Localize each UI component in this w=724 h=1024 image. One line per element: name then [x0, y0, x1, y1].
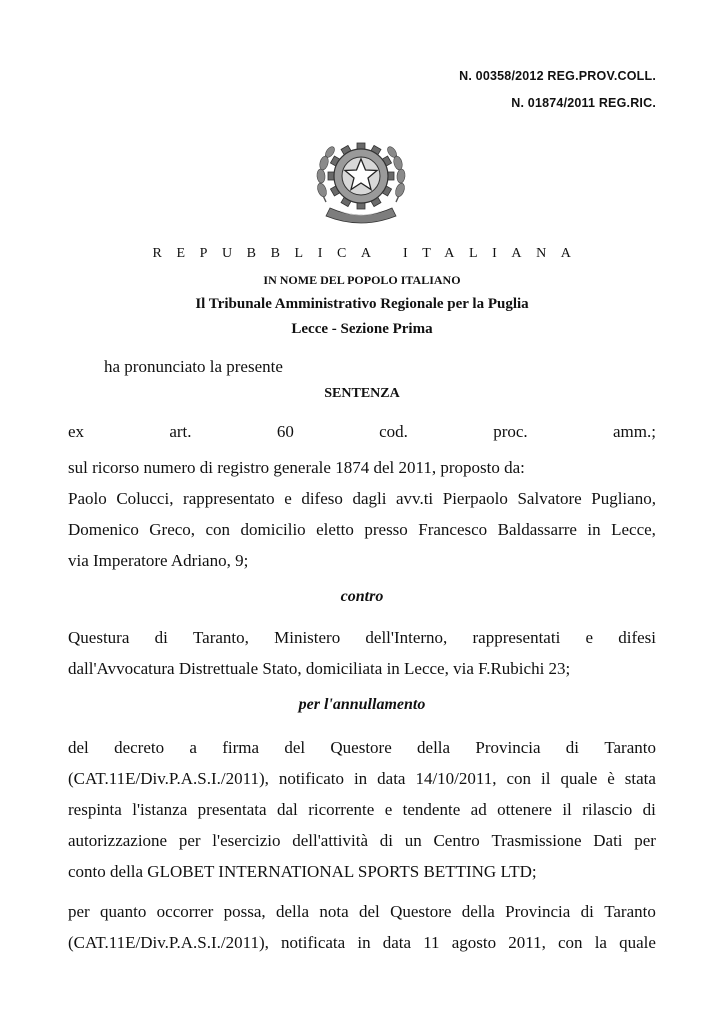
reg-prov-coll-number: N. 00358/2012 REG.PROV.COLL. [459, 69, 656, 83]
text-line: Questura di Taranto, Ministero dell'Interno, rappresentati e difesi [68, 628, 656, 647]
text-line: per quanto occorrer possa, della nota del Questore della Provincia di Taranto [68, 902, 656, 921]
text-line: via Imperatore Adriano, 9; [68, 551, 249, 570]
text-line: respinta l'istanza presentata dal ricorrente e tendente ad ottenere il rilascio di [68, 800, 656, 819]
pronunciato-text: ha pronunciato la presente [104, 357, 283, 376]
nome-popolo-heading: IN NOME DEL POPOLO ITALIANO [263, 273, 461, 287]
contro-heading: contro [340, 588, 384, 605]
text-line: autorizzazione per l'esercizio dell'attività di un Centro Trasmissione Dati per [68, 831, 656, 850]
ex-art-word: cod. [379, 422, 408, 441]
tribunale-heading: Il Tribunale Amministrativo Regionale per la Puglia [195, 296, 529, 312]
text-line: (CAT.11E/Div.P.A.S.I./2011), notificata in data 11 agosto 2011, con la quale [68, 933, 656, 952]
ex-art-word: 60 [276, 422, 294, 441]
text-line: Paolo Colucci, rappresentato e difeso dagli avv.ti Pierpaolo Salvatore Pugliano, [68, 489, 656, 508]
text-line: (CAT.11E/Div.P.A.S.I./2011), notificato in data 14/10/2011, con il quale è stata [68, 769, 656, 788]
ex-art-word: ex [68, 422, 85, 441]
ex-art-word: proc. [493, 422, 528, 441]
text-line: Domenico Greco, con domicilio eletto presso Francesco Baldassarre in Lecce, [68, 520, 656, 539]
ex-art-word: amm.; [612, 422, 656, 441]
annullamento-paragraph [68, 732, 656, 887]
italian-republic-emblem-icon [312, 132, 410, 224]
contro-paragraph [68, 622, 656, 684]
sezione-heading: Lecce - Sezione Prima [291, 321, 433, 337]
text-line: conto della GLOBET INTERNATIONAL SPORTS BETTING LTD; [68, 862, 537, 881]
ex-art-line [68, 422, 656, 442]
nota-paragraph [68, 896, 656, 958]
sentenza-title: SENTENZA [324, 386, 400, 401]
ex-art-word: art. [169, 422, 192, 441]
text-line: dall'Avvocatura Distrettuale Stato, domiciliata in Lecce, via F.Rubichi 23; [68, 659, 571, 678]
text-line: sul ricorso numero di registro generale 1874 del 2011, proposto da: [68, 458, 525, 477]
ricorso-paragraph [68, 452, 656, 576]
text-line: del decreto a firma del Questore della Provincia di Taranto [68, 738, 656, 757]
repubblica-italiana-heading: REPUBBLICA ITALIANA [152, 246, 586, 261]
annullamento-heading: per l'annullamento [298, 696, 426, 713]
reg-ric-number: N. 01874/2011 REG.RIC. [511, 96, 656, 110]
